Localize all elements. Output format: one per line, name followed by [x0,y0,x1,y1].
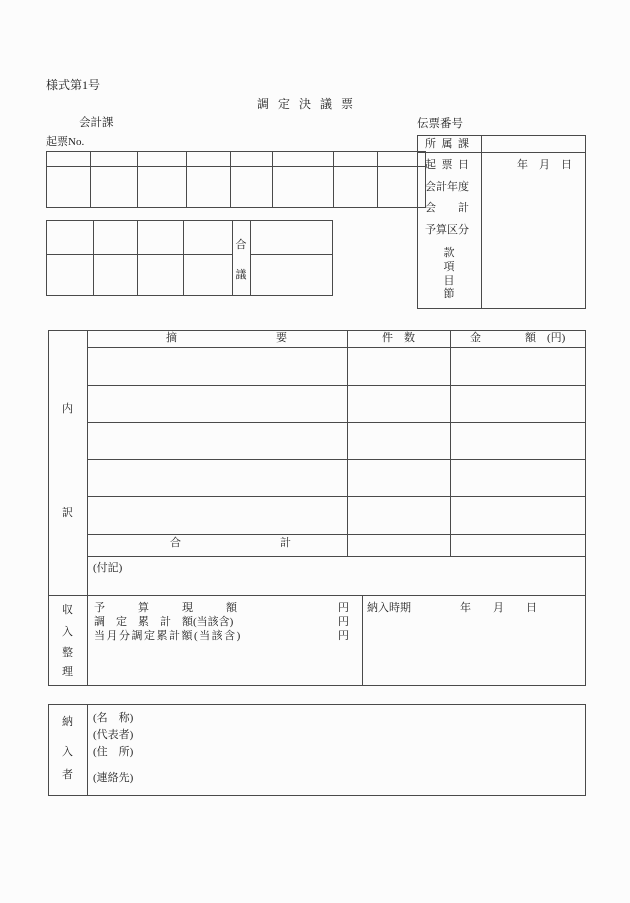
approval-stamp-grid [46,220,333,296]
table-row-line [87,422,585,423]
total-row-line [87,556,585,557]
joint-review-label-top: 合 [235,239,247,251]
slip-no-label: 起票No. [46,136,85,148]
drafting-stamp-grid [46,151,426,208]
form-number: 様式第1号 [46,78,101,92]
income-section-divider [362,595,363,685]
stamp-grid-divider [137,151,138,207]
payer-representative-label: (代表者) [93,729,134,741]
stamp-grid-divider [377,151,378,207]
dept-label: 所属課 [425,138,469,150]
table-row-line [87,459,585,460]
budget-level-moku: 目 [443,275,455,287]
approval-grid-divider [232,220,233,295]
payer-address-label: (住 所) [93,746,134,758]
approval-grid-row-line [46,254,232,255]
approval-grid-divider [137,220,138,295]
approval-grid-divider [183,220,184,295]
accounting-section-label: 会計課 [79,117,114,129]
stamp-grid-divider [230,151,231,207]
stamp-grid-divider [186,151,187,207]
yen-unit: 円 [338,616,349,628]
payer-side-label-1: 納 [62,716,73,728]
joint-review-label-bottom: 議 [235,269,247,281]
draft-date-label: 起票日 [425,159,469,171]
note-label: (付記) [93,562,123,574]
draft-date-value: 年 月 日 [517,159,572,171]
count-column-divider [347,330,348,556]
voucher-no-label: 伝票番号 [417,118,463,130]
payer-contact-label: (連絡先) [93,772,134,784]
voucher-box-divider [481,135,482,308]
payer-side-label-2: 入 [62,746,73,758]
assessed-cumulative-label: 調 定 累 計 額(当該含) [94,616,234,628]
table-row-line [87,496,585,497]
total-label: 合 計 [170,537,291,549]
yen-unit: 円 [338,630,349,642]
count-header: 件 数 [382,332,415,344]
income-side-label-1: 収 [62,604,73,616]
budget-class-label: 予算区分 [425,224,469,236]
payment-period-label: 納入時期 [367,602,411,614]
income-side-label-4: 理 [62,666,73,678]
table-row-line [87,385,585,386]
budget-current-amount-label: 予 算 現 額 [94,602,237,614]
stamp-grid-divider [90,151,91,207]
stamp-grid-divider [272,151,273,207]
page-title: 調 定 決 議 票 [257,97,357,111]
budget-level-kan: 款 [443,247,455,259]
breakdown-side-label-1: 内 [62,403,73,415]
income-side-label-2: 入 [62,626,73,638]
budget-level-ko: 項 [443,261,455,273]
breakdown-side-label-2: 訳 [62,507,73,519]
stamp-grid-row-line [46,166,426,167]
payer-side-label-3: 者 [62,769,73,781]
amount-column-divider [450,330,451,556]
summary-header: 摘 要 [166,332,287,344]
income-side-label-3: 整 [62,647,73,659]
budget-level-setsu: 節 [443,288,455,300]
account-label: 会計 [425,202,469,214]
approval-grid-divider [250,220,251,295]
monthly-assessed-cumulative-label: 当月分調定累計額(当該含) [94,630,242,642]
amount-header: 金 額 (円) [470,332,566,344]
approval-grid-row-line [250,254,332,255]
stamp-grid-divider [333,151,334,207]
payment-period-value: 年 月 日 [460,602,537,614]
approval-grid-divider [93,220,94,295]
yen-unit: 円 [338,602,349,614]
voucher-box-row-line [417,152,585,153]
payer-name-label: (名 称) [93,712,134,724]
payer-label-divider [87,704,88,795]
header-row-line [87,347,585,348]
income-section-line [48,595,585,596]
table-row-line [87,534,585,535]
fiscal-year-label: 会計年度 [425,181,469,193]
side-label-divider [87,330,88,685]
